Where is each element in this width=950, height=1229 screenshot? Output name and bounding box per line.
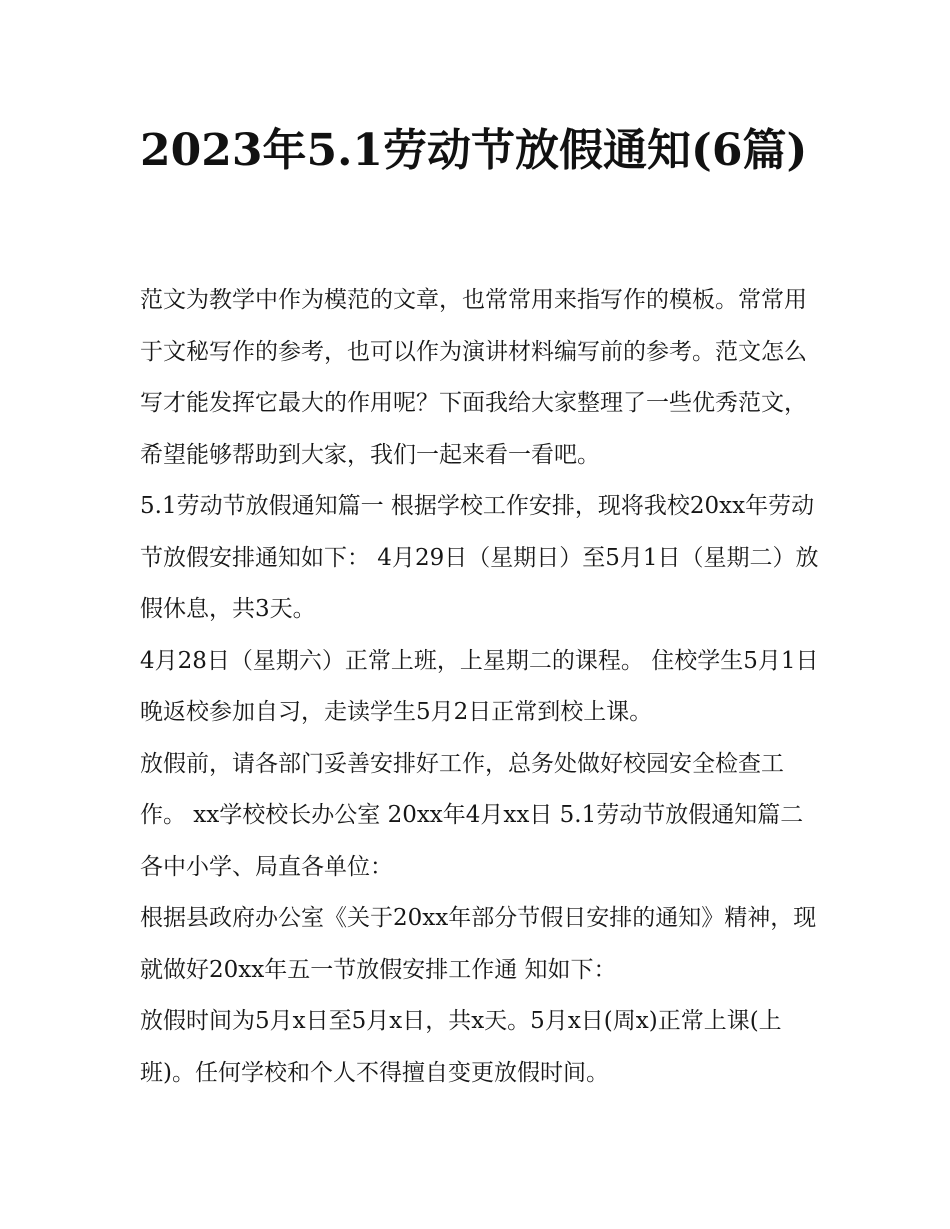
paragraph-holiday-time: 放假时间为5月x日至5月x日，共x天。5月x日(周x)正常上课(上班)。任何学校和个人不得擅自变更放假时间。	[140, 1008, 782, 1086]
paragraph-notice-two: 根据县政府办公室《关于20xx年部分节假日安排的通知》精神，现就做好20xx年五一节放假安排工作通 知如下：	[140, 905, 817, 983]
paragraph-notice-one: 5.1劳动节放假通知篇一 根据学校工作安排，现将我校20xx年劳动节放假安排通知如下： 4月29日（星期日）至5月1日（星期二）放假休息，共3天。	[140, 493, 819, 622]
paragraph-preparation: 放假前，请各部门妥善安排好工作，总务处做好校园安全检查工作。 xx学校校长办公室 20xx年4月xx日 5.1劳动节放假通知篇二 各中小学、局直各单位：	[140, 750, 804, 880]
document-title: 2023年5.1劳动节放假通知(6篇)	[140, 125, 808, 176]
paragraph-schedule: 4月28日（星期六）正常上班，上星期二的课程。 住校学生5月1日晚返校参加自习，走读学生5月2日正常到校上课。	[140, 647, 819, 725]
document-body	[140, 275, 820, 1099]
paragraph-intro: 范文为教学中作为模范的文章，也常常用来指写作的模板。常常用于文秘写作的参考，也可以作为演讲材料编写前的参考。范文怎么写才能发挥它最大的作用呢？下面我给大家整理了一些优秀范文，希望能够帮助到大家，我们一起来看一看吧。	[140, 287, 807, 468]
